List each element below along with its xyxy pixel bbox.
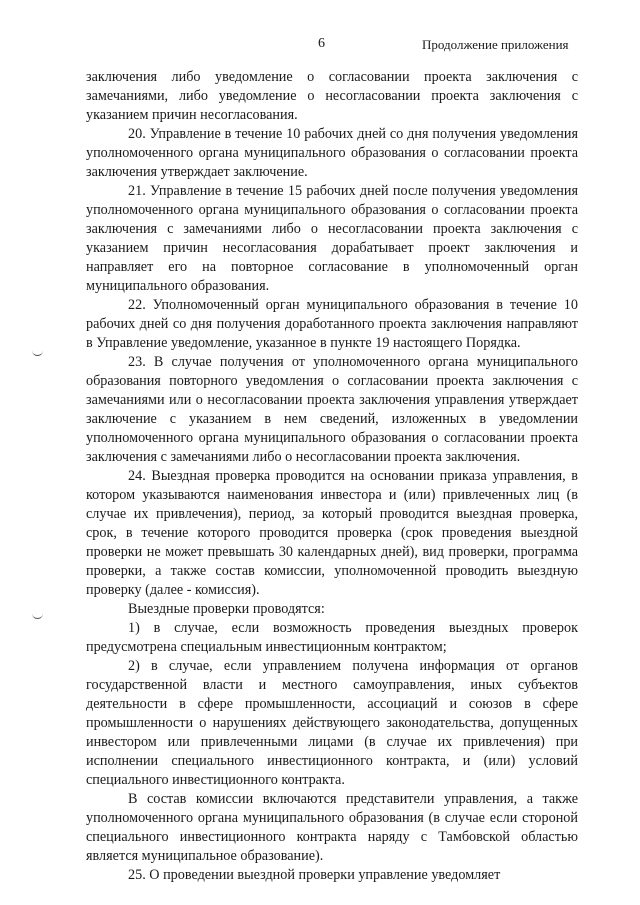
list-item-1: 1) в случае, если возможность проведения выездных проверок предусмотрена специальным инвестиционным контрактом;: [86, 620, 578, 655]
paragraph-20: 20. Управление в течение 10 рабочих дней со дня получения уведомления уполномоченного органа муниципального образования о согласовании проекта заключения утверждает заключение.: [86, 126, 578, 180]
document-body: [86, 68, 578, 905]
paragraph-inspections-intro: Выездные проверки проводятся:: [128, 601, 325, 617]
paragraph-25: 25. О проведении выездной проверки управление уведомляет: [128, 867, 501, 883]
page-header: [0, 36, 640, 56]
header-caption: Продолжение приложения: [422, 37, 569, 52]
list-item-2: 2) в случае, если управлением получена информация от органов государственной власти и местного самоуправления, иных субъектов деятельности в сфере промышленности, ассоциаций и союзов в сфере промышленности о нарушениях действующего законодательства, допущенных инвестором или привлеченными лицами (в случае их привлечения) при исполнении специального инвестиционного контракта, и (или) условий специального инвестиционного контракта.: [86, 658, 578, 788]
paragraph-continuation: заключения либо уведомление о согласовании проекта заключения с замечаниями, либо уведомление о несогласовании проекта заключения с указанием причин несогласования.: [86, 69, 578, 123]
paragraph-commission: В состав комиссии включаются представители управления, а также уполномоченного органа муниципального образования (в случае если стороной специального инвестиционного контракта наряду с Тамбовской областью является муниципальное образование).: [86, 791, 578, 864]
margin-mark: [32, 613, 43, 619]
page-number: 6: [318, 36, 325, 51]
paragraph-22: 22. Уполномоченный орган муниципального образования в течение 10 рабочих дней со дня получения доработанного проекта заключения направляют в Управление уведомление, указанное в пункте 19 настоящего Порядка.: [86, 297, 578, 351]
paragraph-21: 21. Управление в течение 15 рабочих дней после получения уведомления уполномоченного органа муниципального образования о согласовании проекта заключения с замечаниями либо о несогласовании проекта заключения с указанием причин несогласования дорабатывает проект заключения и направляет его на повторное согласование в уполномоченный орган муниципального образования.: [86, 183, 578, 294]
paragraph-24: 24. Выездная проверка проводится на основании приказа управления, в котором указываются наименования инвестора и (или) привлеченных лиц (в случае их привлечения), период, за который проводится выездная проверка, срок, в течение которого проводится проверка (срок проведения выездной проверки не может превышать 30 календарных дней), вид проверки, программа проверки, а также состав комиссии, уполномоченной проводить выездную проверку (далее - комиссия).: [86, 468, 578, 598]
paragraph-23: 23. В случае получения от уполномоченного органа муниципального образования повторного уведомления о согласовании проекта заключения с замечаниями или о несогласовании проекта заключения управления утверждает заключение с указанием в нем сведений, изложенных в уведомлении уполномоченного органа муниципального образования о согласовании проекта заключения с замечаниями либо о несогласовании проекта заключения.: [86, 354, 578, 465]
margin-mark: [32, 350, 43, 356]
